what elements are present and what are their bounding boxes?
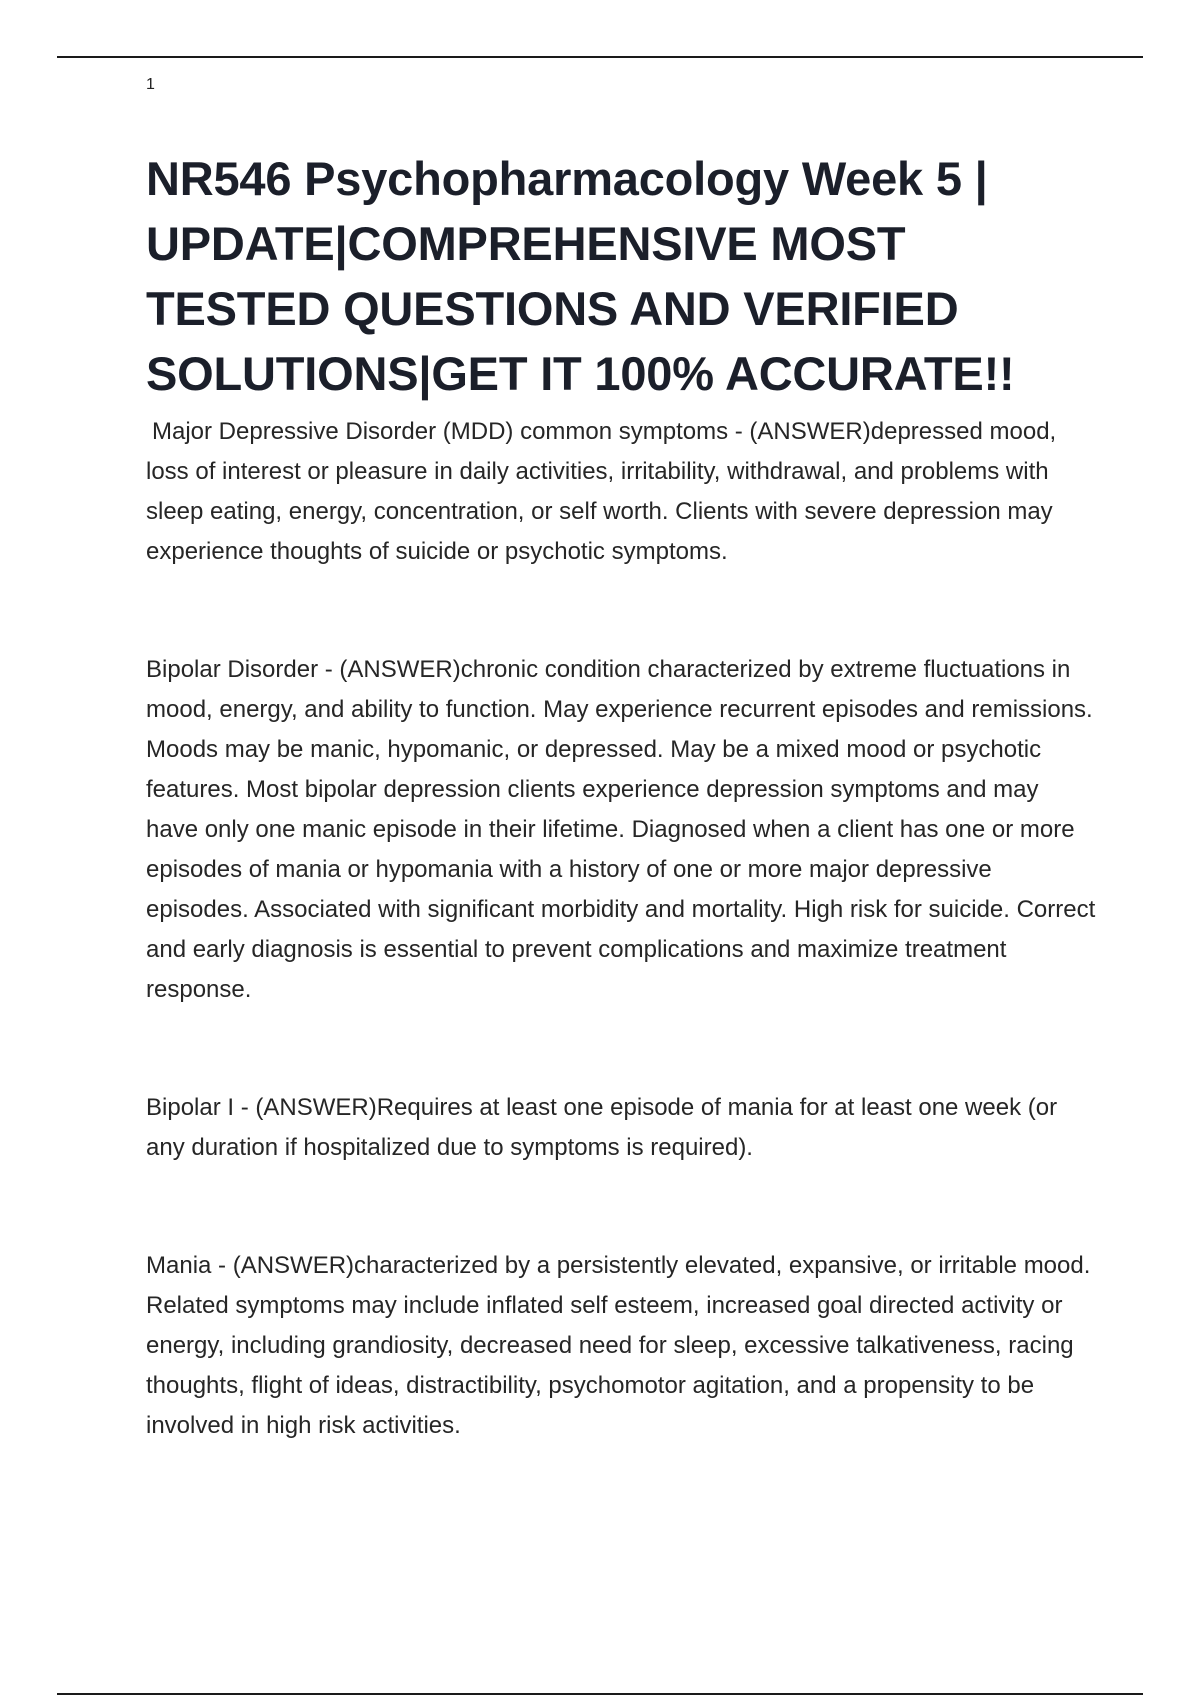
qa-entry-mania: Mania - (ANSWER)characterized by a persistently elevated, expansive, or irritable mood. Related symptoms may include inflated self esteem, increased goal directed activity or energy, including grandiosity, decreased need for sleep, excessive talkativeness, racing thoughts, flight of ideas, distractibility, psychomotor agitation, and a propensity to be involved in high risk activities. xyxy=(146,1252,1091,1439)
qa-entry-mdd: Major Depressive Disorder (MDD) common symptoms - (ANSWER)depressed mood, loss of interest or pleasure in daily activities, irritability, withdrawal, and problems with sleep eating, energy, concentration, or self worth. Clients with severe depression may experience thoughts of suicide or psychotic symptoms. xyxy=(146,418,1057,565)
page-number: 1 xyxy=(146,76,155,93)
header-rule xyxy=(57,56,1143,58)
document-title: NR546 Psychopharmacology Week 5 | UPDATE|COMPREHENSIVE MOST TESTED QUESTIONS AND VERIFIED SOLUTIONS|GET IT 100% ACCURATE!! xyxy=(146,152,1015,400)
qa-entry-bipolar-disorder: Bipolar Disorder - (ANSWER)chronic condition characterized by extreme fluctuations in mood, energy, and ability to function. May experience recurrent episodes and remissions. Moods may be manic, hypomanic, or depressed. May be a mixed mood or psychotic features. Most bipolar depression clients experience depression symptoms and may have only one manic episode in their lifetime. Diagnosed when a client has one or more episodes of mania or hypomania with a history of one or more major depressive episodes. Associated with significant morbidity and mortality. High risk for suicide. Correct and early diagnosis is essential to prevent complications and maximize treatment response. xyxy=(146,656,1096,1003)
footer-rule xyxy=(57,1693,1143,1695)
document-body xyxy=(146,146,1096,1446)
qa-entry-bipolar-i: Bipolar I - (ANSWER)Requires at least one episode of mania for at least one week (or any duration if hospitalized due to symptoms is required). xyxy=(146,1094,1058,1161)
